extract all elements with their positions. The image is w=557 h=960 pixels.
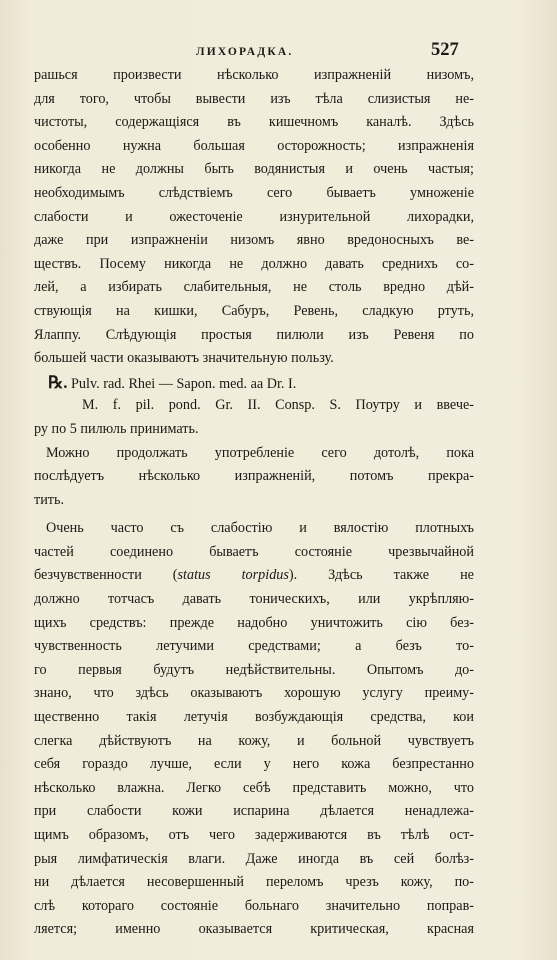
text-line: ни дѣлается несовершенный переломъ чрезъ кожу, по- xyxy=(34,874,474,891)
text-line: рыя лимфатическія влаги. Даже иногда въ сей болѣз- xyxy=(34,850,474,867)
text-line: слабости и ожесточеніе изнурительной лихорадки, xyxy=(34,208,474,225)
text-line: чистоты, содержащіяся въ кишечномъ каналѣ. Здѣсь xyxy=(34,114,474,131)
recipe-line xyxy=(34,371,474,395)
page-number: 527 xyxy=(431,40,459,60)
text-line: ляется; именно оказывается критическая, красная xyxy=(34,921,474,938)
body-text xyxy=(34,64,474,942)
text-line: слѣ котораго состояніе больнаго значительно поправ- xyxy=(34,897,474,914)
text-line: нѣсколько влажна. Легко себѣ представить можно, что xyxy=(34,779,474,796)
text-line: Ялаппу. Слѣдующія простыя пилюли изъ Ревеня по xyxy=(34,326,474,343)
text-line: особенно нужна большая осторожность; изпражненія xyxy=(34,137,474,154)
text-line: себя гораздо лучше, если у него кожа безпрестанно xyxy=(34,756,474,773)
text-line xyxy=(34,564,474,588)
recipe-line: ру по 5 пилюль принимать. xyxy=(34,420,199,437)
text-line: послѣдуетъ нѣсколько изпражненій, потомъ прекра- xyxy=(34,468,474,485)
text-line: щественно такія летучія возбуждающія средства, кои xyxy=(34,709,474,726)
text-line: слегка дѣйствуютъ на кожу, и больной чувствуетъ xyxy=(34,732,474,749)
recipe-ingredients: Pulv. rad. Rhei — Sapon. med. aa Dr. I. xyxy=(71,375,297,392)
text-line: ствующія на кишки, Сабуръ, Ревень, сладкую ртуть, xyxy=(34,302,474,319)
page-header xyxy=(0,40,557,62)
text-line: щихъ средствъ: прежде надобно уничтожить сію без- xyxy=(34,614,474,631)
text-line: частей соединено бываетъ состояніе чрезвычайной xyxy=(34,543,474,560)
text-line: большей части оказываютъ значительную пользу. xyxy=(34,350,334,367)
text-line: необходимымъ слѣдствіемъ сего бываетъ умноженіе xyxy=(34,184,474,201)
text-line: щимъ образомъ, отъ чего задерживаются въ тѣлѣ ост- xyxy=(34,827,474,843)
text-line: для того, чтобы вывести изъ тѣла слизистыя не- xyxy=(34,90,474,107)
text-line: Можно продолжать употребленіе сего дотолѣ, пока xyxy=(46,444,474,461)
text-line: знано, что здѣсь оказываютъ хорошую услугу преиму- xyxy=(34,685,474,702)
text-line: тить. xyxy=(34,491,65,508)
text-segment: безчувственности ( xyxy=(34,567,178,584)
text-line: при слабости кожи испарина дѣлается ненадлежа- xyxy=(34,803,474,820)
text-line: ществъ. Посему никогда не должно давать среднихъ со- xyxy=(34,255,474,272)
text-line: даже при изпражненіи низомъ явно вредоносныхъ ве- xyxy=(34,232,474,249)
text-line: должно тотчасъ давать тоническихъ, или укрѣпляю- xyxy=(34,591,474,608)
running-title: ЛИХОРАДКА. xyxy=(196,46,294,58)
text-line: чувственность летучими средствами; а безъ то- xyxy=(34,638,474,655)
text-line: никогда не должны быть водянистыя и очень частыя; xyxy=(34,161,474,178)
recipe-symbol: ℞. xyxy=(48,372,68,392)
text-segment: ). Здѣсь также не xyxy=(288,567,474,584)
text-line: Очень часто съ слабостію и вялостію плотныхъ xyxy=(46,520,474,537)
recipe-line: M. f. pil. pond. Gr. II. Consp. S. Поутру и ввече- xyxy=(82,397,474,414)
text-line: го первыя будутъ недѣйствительны. Опытомъ до- xyxy=(34,661,474,678)
text-line: рашься произвести нѣсколько изпражненій низомъ, xyxy=(34,67,474,83)
text-line: лей, а избирать слабительныя, не столь вредно дѣй- xyxy=(34,279,474,296)
latin-term: status torpidus xyxy=(177,567,289,584)
